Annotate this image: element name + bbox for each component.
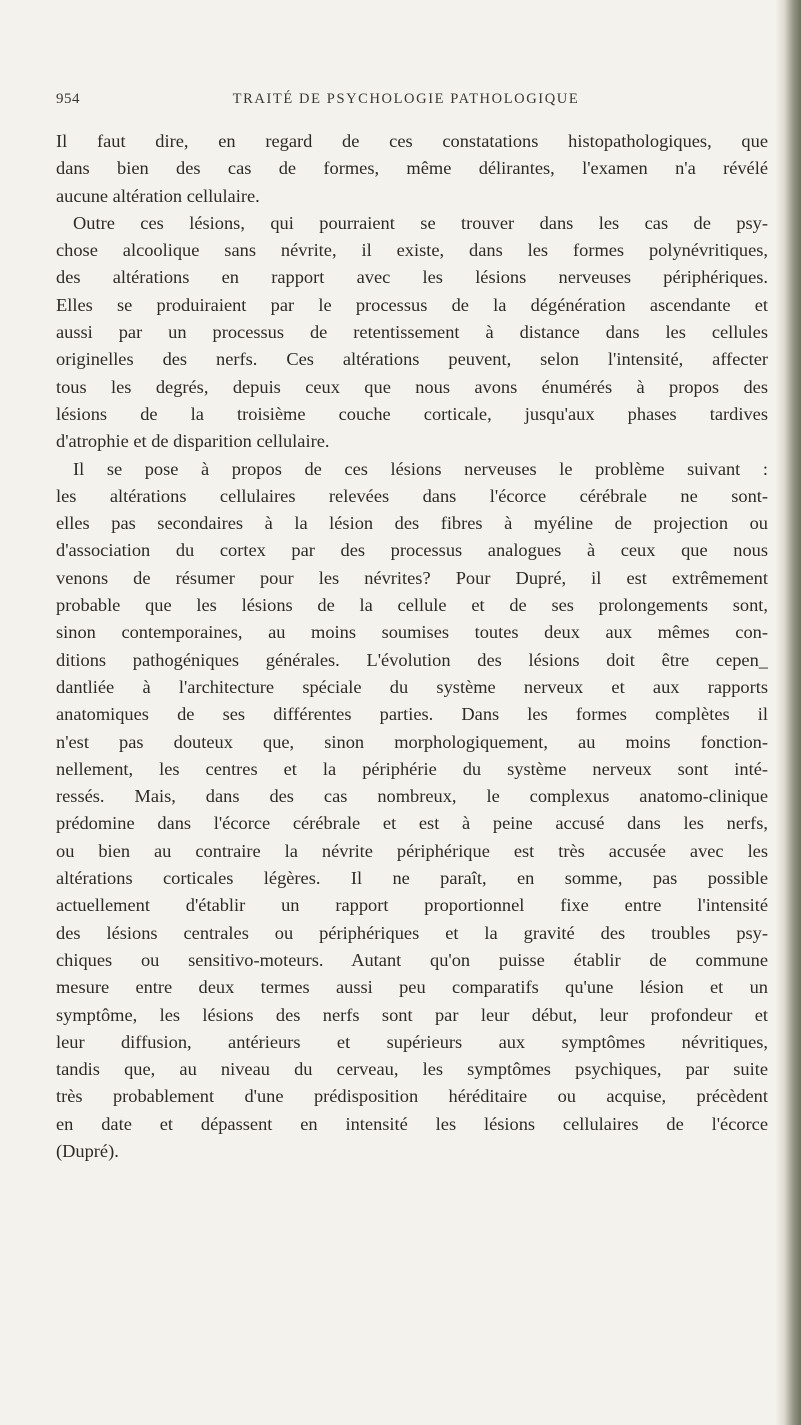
paragraph-3-line: ou bien au contraire la névrite périphérique est très accusée avec les <box>56 840 768 861</box>
paragraph-3-line: les altérations cellulaires relevées dans l'écorce cérébrale ne sont- <box>56 485 768 506</box>
paragraph-3-line: des lésions centrales ou périphériques et la gravité des troubles psy- <box>56 922 768 943</box>
paragraph-3-line: d'association du cortex par des processus analogues à ceux que nous <box>56 540 768 561</box>
paragraph-3-line: tandis que, au niveau du cerveau, les symptômes psychiques, par suite <box>56 1059 768 1080</box>
paragraph-3-line: ressés. Mais, dans des cas nombreux, le complexus anatomo-clinique <box>56 786 768 807</box>
body-text <box>56 128 768 1165</box>
paragraph-3-line: très probablement d'une prédisposition héréditaire ou acquise, précèdent <box>56 1086 768 1107</box>
paragraph-3-line: symptôme, les lésions des nerfs sont par leur début, leur profondeur et <box>56 1004 768 1025</box>
paragraph-1-line: aucune altération cellulaire. <box>56 185 260 206</box>
paragraph-3-line: anatomiques de ses différentes parties. Dans les formes complètes il <box>56 704 768 725</box>
paragraph-3-line: actuellement d'établir un rapport proportionnel fixe entre l'intensité <box>56 895 768 916</box>
paragraph-3-line: en date et dépassent en intensité les lésions cellulaires de l'écorce <box>56 1113 768 1134</box>
page-number: 954 <box>56 91 80 107</box>
paragraph-3-line: elles pas secondaires à la lésion des fibres à myéline de projection ou <box>56 513 768 534</box>
paragraph-2-line: des altérations en rapport avec les lésions nerveuses périphériques. <box>56 267 768 288</box>
paragraph-3-line: probable que les lésions de la cellule et de ses prolongements sont, <box>56 595 768 616</box>
paragraph-3-line: dantliée à l'architecture spéciale du système nerveux et aux rapports <box>56 676 768 697</box>
paragraph-3-line: sinon contemporaines, au moins soumises toutes deux aux mêmes con- <box>56 622 768 643</box>
paragraph-2-line: aussi par un processus de retentissement à distance dans les cellules <box>56 322 768 343</box>
paragraph-2-line: d'atrophie et de disparition cellulaire. <box>56 431 330 452</box>
paragraph-3-line: venons de résumer pour les névrites? Pour Dupré, il est extrêmement <box>56 567 768 588</box>
paragraph-3-line: leur diffusion, antérieurs et supérieurs aux symptômes névritiques, <box>56 1031 768 1052</box>
page-header <box>56 91 756 115</box>
paragraph-2-line: lésions de la troisième couche corticale, jusqu'aux phases tardives <box>56 403 768 424</box>
paragraph-2-line: Outre ces lésions, qui pourraient se trouver dans les cas de psy- <box>73 212 768 233</box>
paragraph-1-line: dans bien des cas de formes, même délirantes, l'examen n'a révélé <box>56 158 768 179</box>
paragraph-3-line: nellement, les centres et la périphérie du système nerveux sont inté- <box>56 758 768 779</box>
paragraph-3-line: (Dupré). <box>56 1140 119 1161</box>
paragraph-3-line: n'est pas douteux que, sinon morphologiquement, au moins fonction- <box>56 731 768 752</box>
page-edge-shadow <box>775 0 801 1425</box>
paragraph-3-line: mesure entre deux termes aussi peu comparatifs qu'une lésion et un <box>56 977 768 998</box>
paragraph-2-line: Elles se produiraient par le processus de la dégénération ascendante et <box>56 294 768 315</box>
paragraph-3-line: ditions pathogéniques générales. L'évolution des lésions doit être cepen_ <box>56 649 768 670</box>
paragraph-1-line: Il faut dire, en regard de ces constatations histopathologiques, que <box>56 131 768 151</box>
paragraph-3-line: chiques ou sensitivo-moteurs. Autant qu'on puisse établir de commune <box>56 949 768 970</box>
paragraph-2-line: chose alcoolique sans névrite, il existe, dans les formes polynévritiques, <box>56 240 768 261</box>
running-title: TRAITÉ DE PSYCHOLOGIE PATHOLOGIQUE <box>232 91 580 107</box>
paragraph-3-line: prédomine dans l'écorce cérébrale et est à peine accusé dans les nerfs, <box>56 813 768 834</box>
paragraph-3-line: altérations corticales légères. Il ne paraît, en somme, pas possible <box>56 868 768 889</box>
paragraph-2-line: originelles des nerfs. Ces altérations peuvent, selon l'intensité, affecter <box>56 349 768 370</box>
paragraph-2-line: tous les degrés, depuis ceux que nous avons énumérés à propos des <box>56 376 768 397</box>
paragraph-3-line: Il se pose à propos de ces lésions nerveuses le problème suivant : <box>73 458 768 479</box>
